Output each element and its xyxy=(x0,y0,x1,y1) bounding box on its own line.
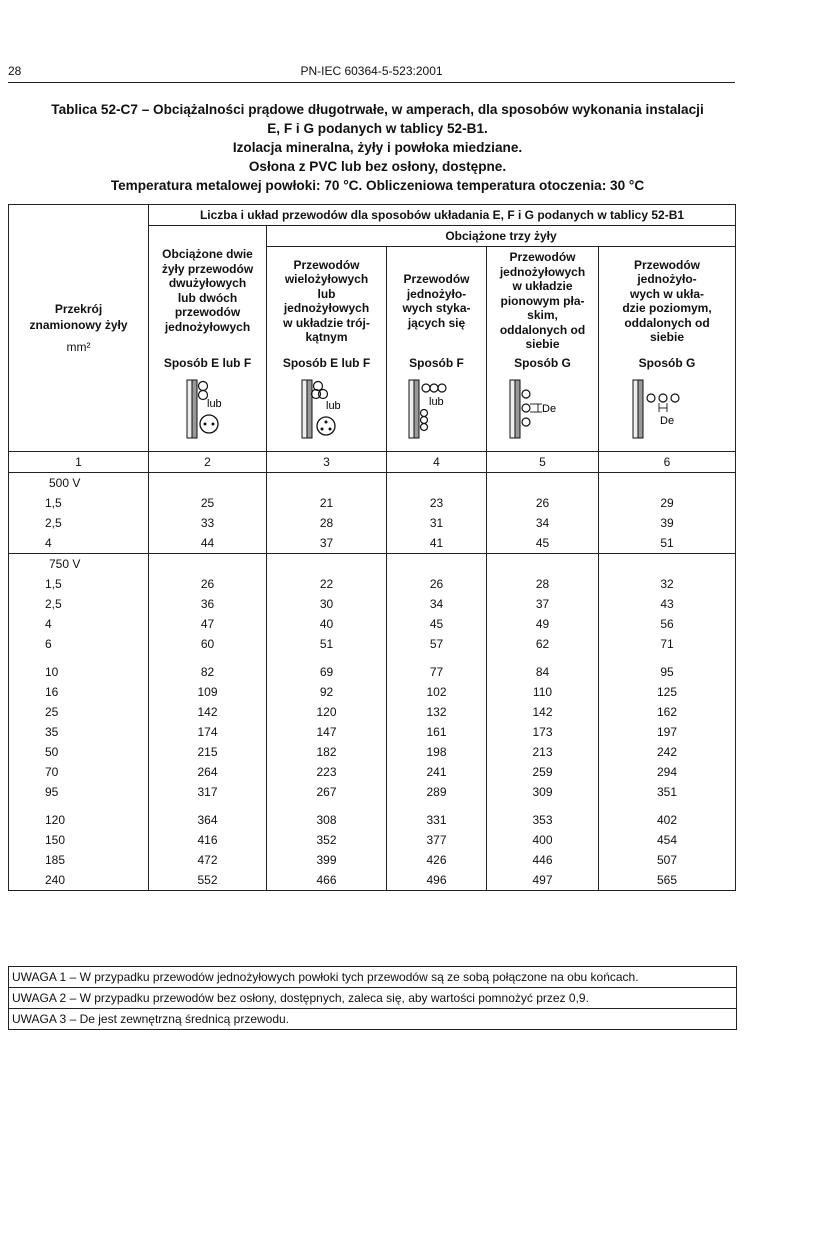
standard-code: PN-IEC 60364-5-523:2001 xyxy=(300,64,443,78)
value-cell: 77 xyxy=(387,662,487,682)
value-cell: 309 xyxy=(487,782,599,802)
table-row xyxy=(9,850,736,870)
value-cell: 241 xyxy=(387,762,487,782)
value-cell: 267 xyxy=(267,782,387,802)
table-row xyxy=(9,870,736,891)
size-cell: 25 xyxy=(9,702,149,722)
touching-layout-diagram xyxy=(389,374,484,446)
value-cell: 33 xyxy=(149,513,267,533)
desc-line: oddalonych od xyxy=(624,315,710,330)
size-cell: 1,5 xyxy=(9,493,149,513)
value-cell: 308 xyxy=(267,810,387,830)
desc-line: siebie xyxy=(649,330,685,344)
column-number: 5 xyxy=(487,452,599,473)
value-cell: 41 xyxy=(387,533,487,554)
voltage-row xyxy=(9,473,736,494)
col-desc-3 xyxy=(267,247,387,356)
desc-line: w układzie trój- xyxy=(283,315,370,330)
unit-label: mm² xyxy=(66,340,91,354)
value-cell: 26 xyxy=(387,574,487,594)
table-row xyxy=(9,722,736,742)
value-cell: 259 xyxy=(487,762,599,782)
label-line: znamionowy żyły xyxy=(29,318,128,332)
value-cell: 174 xyxy=(149,722,267,742)
value-cell: 21 xyxy=(267,493,387,513)
size-cell: 50 xyxy=(9,742,149,762)
value-cell: 34 xyxy=(487,513,599,533)
method-label: Sposób G xyxy=(487,355,599,371)
de-label: De xyxy=(542,402,557,415)
desc-line: dwużyłowych xyxy=(168,276,247,290)
diagram-cell xyxy=(487,371,599,452)
desc-line: Przewodów xyxy=(293,257,360,272)
value-cell: 552 xyxy=(149,870,267,891)
desc-line: Przewodów xyxy=(403,272,470,286)
table-row xyxy=(9,594,736,614)
value-cell: 109 xyxy=(149,682,267,702)
value-cell: 213 xyxy=(487,742,599,762)
value-cell: 352 xyxy=(267,830,387,850)
value-cell: 454 xyxy=(599,830,736,850)
desc-line: pionowym pła- xyxy=(500,293,585,308)
value-cell: 399 xyxy=(267,850,387,870)
title-line: Tablica 52-C7 – Obciążalności prądowe długotrwałe, w amperach, dla sposobów wykonania instalacji xyxy=(51,102,704,117)
desc-line: w układzie xyxy=(512,279,573,294)
value-cell: 45 xyxy=(387,614,487,634)
desc-line: jednożyłowych xyxy=(283,301,370,315)
value-cell: 95 xyxy=(599,662,736,682)
value-cell: 57 xyxy=(387,634,487,654)
table-row xyxy=(9,513,736,533)
value-cell: 132 xyxy=(387,702,487,722)
value-cell: 351 xyxy=(599,782,736,802)
value-cell: 294 xyxy=(599,762,736,782)
value-cell: 40 xyxy=(267,614,387,634)
size-cell: 240 xyxy=(9,870,149,891)
desc-line: jących się xyxy=(407,315,466,330)
value-cell: 51 xyxy=(267,634,387,654)
horizontal-spaced-layout-diagram xyxy=(605,374,730,446)
note-2: UWAGA 2 – W przypadku przewodów bez osłony, dostępnych, zaleca się, aby wartości pomnożyć przez 0,9. xyxy=(9,987,736,1008)
column-number: 3 xyxy=(267,452,387,473)
value-cell: 56 xyxy=(599,614,736,634)
value-cell: 173 xyxy=(487,722,599,742)
value-cell: 71 xyxy=(599,634,736,654)
value-cell: 47 xyxy=(149,614,267,634)
table-row xyxy=(9,493,736,513)
table-row xyxy=(9,634,736,654)
desc-line: dzie poziomym, xyxy=(622,301,712,315)
diagram-cell xyxy=(387,371,487,452)
voltage-label: 500 V xyxy=(9,473,149,494)
title-line: Osłona z PVC lub bez osłony, dostępne. xyxy=(248,159,507,174)
diagram-cell xyxy=(599,371,736,452)
value-cell: 497 xyxy=(487,870,599,891)
value-cell: 198 xyxy=(387,742,487,762)
value-cell: 142 xyxy=(487,702,599,722)
notes-box xyxy=(8,966,737,1030)
value-cell: 215 xyxy=(149,742,267,762)
value-cell: 37 xyxy=(267,533,387,554)
page-header xyxy=(8,62,735,83)
column-number: 2 xyxy=(149,452,267,473)
label-line: Przekrój xyxy=(54,302,103,316)
size-cell: 10 xyxy=(9,662,149,682)
value-cell: 28 xyxy=(267,513,387,533)
desc-line: skim, xyxy=(527,308,558,323)
size-cell: 35 xyxy=(9,722,149,742)
value-cell: 565 xyxy=(599,870,736,891)
value-cell: 25 xyxy=(149,493,267,513)
desc-line: wielożyłowych xyxy=(284,272,369,286)
value-cell: 161 xyxy=(387,722,487,742)
sub-header: Obciążone trzy żyły xyxy=(267,226,736,247)
value-cell: 29 xyxy=(599,493,736,513)
desc-line: Przewodów xyxy=(509,250,576,265)
value-cell: 472 xyxy=(149,850,267,870)
value-cell: 22 xyxy=(267,574,387,594)
value-cell: 289 xyxy=(387,782,487,802)
value-cell: 242 xyxy=(599,742,736,762)
value-cell: 49 xyxy=(487,614,599,634)
value-cell: 30 xyxy=(267,594,387,614)
value-cell: 31 xyxy=(387,513,487,533)
value-cell: 43 xyxy=(599,594,736,614)
value-cell: 32 xyxy=(599,574,736,594)
size-cell: 16 xyxy=(9,682,149,702)
size-cell: 4 xyxy=(9,533,149,554)
col-desc-6 xyxy=(599,247,736,356)
size-cell: 6 xyxy=(9,634,149,654)
value-cell: 23 xyxy=(387,493,487,513)
value-cell: 45 xyxy=(487,533,599,554)
or-label: lub xyxy=(429,395,444,408)
value-cell: 496 xyxy=(387,870,487,891)
column-number: 6 xyxy=(599,452,736,473)
voltage-row xyxy=(9,554,736,575)
desc-line: kątnym xyxy=(305,330,348,344)
size-cell: 95 xyxy=(9,782,149,802)
col-desc-5 xyxy=(487,247,599,356)
value-cell: 426 xyxy=(387,850,487,870)
value-cell: 82 xyxy=(149,662,267,682)
value-cell: 223 xyxy=(267,762,387,782)
or-label: lub xyxy=(325,399,341,412)
value-cell: 402 xyxy=(599,810,736,830)
value-cell: 62 xyxy=(487,634,599,654)
value-cell: 26 xyxy=(487,493,599,513)
desc-line: siebie xyxy=(525,337,560,352)
desc-line: przewodów xyxy=(174,305,241,319)
desc-line: jednożyłowych xyxy=(164,319,251,334)
vertical-spaced-layout-diagram xyxy=(490,374,595,446)
value-cell: 331 xyxy=(387,810,487,830)
note-3: UWAGA 3 – De jest zewnętrzną średnicą przewodu. xyxy=(9,1008,736,1029)
value-cell: 400 xyxy=(487,830,599,850)
desc-line: jednożyło- xyxy=(637,272,697,286)
value-cell: 317 xyxy=(149,782,267,802)
value-cell: 36 xyxy=(149,594,267,614)
col-desc-4 xyxy=(387,247,487,356)
value-cell: 102 xyxy=(387,682,487,702)
table-row xyxy=(9,533,736,554)
table-row xyxy=(9,702,736,722)
value-cell: 69 xyxy=(267,662,387,682)
desc-line: żyły przewodów xyxy=(161,261,254,276)
size-cell: 2,5 xyxy=(9,594,149,614)
value-cell: 92 xyxy=(267,682,387,702)
table-row xyxy=(9,742,736,762)
table-row xyxy=(9,614,736,634)
column-number: 4 xyxy=(387,452,487,473)
value-cell: 147 xyxy=(267,722,387,742)
diagram-cell xyxy=(267,371,387,452)
value-cell: 60 xyxy=(149,634,267,654)
desc-line: lub dwóch xyxy=(177,290,238,305)
value-cell: 377 xyxy=(387,830,487,850)
page-number: 28 xyxy=(8,64,22,78)
ampacity-table xyxy=(8,204,736,891)
value-cell: 197 xyxy=(599,722,736,742)
col-desc-2 xyxy=(149,226,267,356)
value-cell: 39 xyxy=(599,513,736,533)
column-number: 1 xyxy=(9,452,149,473)
value-cell: 26 xyxy=(149,574,267,594)
value-cell: 182 xyxy=(267,742,387,762)
desc-line: oddalonych od xyxy=(499,322,586,337)
group-header: Liczba i układ przewodów dla sposobów układania E, F i G podanych w tablicy 52-B1 xyxy=(149,205,736,226)
method-label: Sposób F xyxy=(387,355,487,371)
value-cell: 34 xyxy=(387,594,487,614)
size-cell: 185 xyxy=(9,850,149,870)
table-row xyxy=(9,762,736,782)
table-row xyxy=(9,782,736,802)
desc-line: jednożyło- xyxy=(406,286,467,301)
value-cell: 125 xyxy=(599,682,736,702)
title-line: Izolacja mineralna, żyły i powłoka miedziane. xyxy=(232,140,523,155)
table-row xyxy=(9,682,736,702)
table-title xyxy=(0,100,755,195)
value-cell: 51 xyxy=(599,533,736,554)
table-row xyxy=(9,810,736,830)
table-row xyxy=(9,830,736,850)
row-label-header xyxy=(9,205,149,452)
size-cell: 4 xyxy=(9,614,149,634)
table-row xyxy=(9,574,736,594)
value-cell: 364 xyxy=(149,810,267,830)
value-cell: 466 xyxy=(267,870,387,891)
value-cell: 142 xyxy=(149,702,267,722)
value-cell: 446 xyxy=(487,850,599,870)
size-cell: 1,5 xyxy=(9,574,149,594)
size-cell: 70 xyxy=(9,762,149,782)
size-cell: 120 xyxy=(9,810,149,830)
desc-line: jednożyłowych xyxy=(499,264,586,279)
desc-line: Przewodów xyxy=(634,257,701,272)
title-line: E, F i G podanych w tablicy 52-B1. xyxy=(267,121,488,136)
two-cable-layout-diagram xyxy=(153,374,263,446)
desc-line: lub xyxy=(317,286,336,301)
table-row xyxy=(9,662,736,682)
value-cell: 353 xyxy=(487,810,599,830)
value-cell: 84 xyxy=(487,662,599,682)
trefoil-layout-diagram xyxy=(272,374,382,446)
value-cell: 507 xyxy=(599,850,736,870)
value-cell: 162 xyxy=(599,702,736,722)
diagram-cell xyxy=(149,371,267,452)
value-cell: 120 xyxy=(267,702,387,722)
title-line: Temperatura metalowej powłoki: 70 °C. Obliczeniowa temperatura otoczenia: 30 °C xyxy=(110,178,645,193)
size-cell: 2,5 xyxy=(9,513,149,533)
desc-line: wych styka- xyxy=(402,301,471,315)
voltage-label: 750 V xyxy=(9,554,149,575)
desc-line: Obciążone dwie xyxy=(162,247,253,261)
note-1: UWAGA 1 – W przypadku przewodów jednożyłowych powłoki tych przewodów są ze sobą połączone na obu końcach. xyxy=(9,966,736,987)
or-label: lub xyxy=(206,397,222,410)
value-cell: 28 xyxy=(487,574,599,594)
value-cell: 44 xyxy=(149,533,267,554)
size-cell: 150 xyxy=(9,830,149,850)
value-cell: 37 xyxy=(487,594,599,614)
method-label: Sposób E lub F xyxy=(149,355,267,371)
value-cell: 264 xyxy=(149,762,267,782)
desc-line: wych w ukła- xyxy=(629,286,705,301)
value-cell: 110 xyxy=(487,682,599,702)
method-label: Sposób E lub F xyxy=(267,355,387,371)
value-cell: 416 xyxy=(149,830,267,850)
de-label: De xyxy=(659,414,674,427)
method-label: Sposób G xyxy=(599,355,736,371)
